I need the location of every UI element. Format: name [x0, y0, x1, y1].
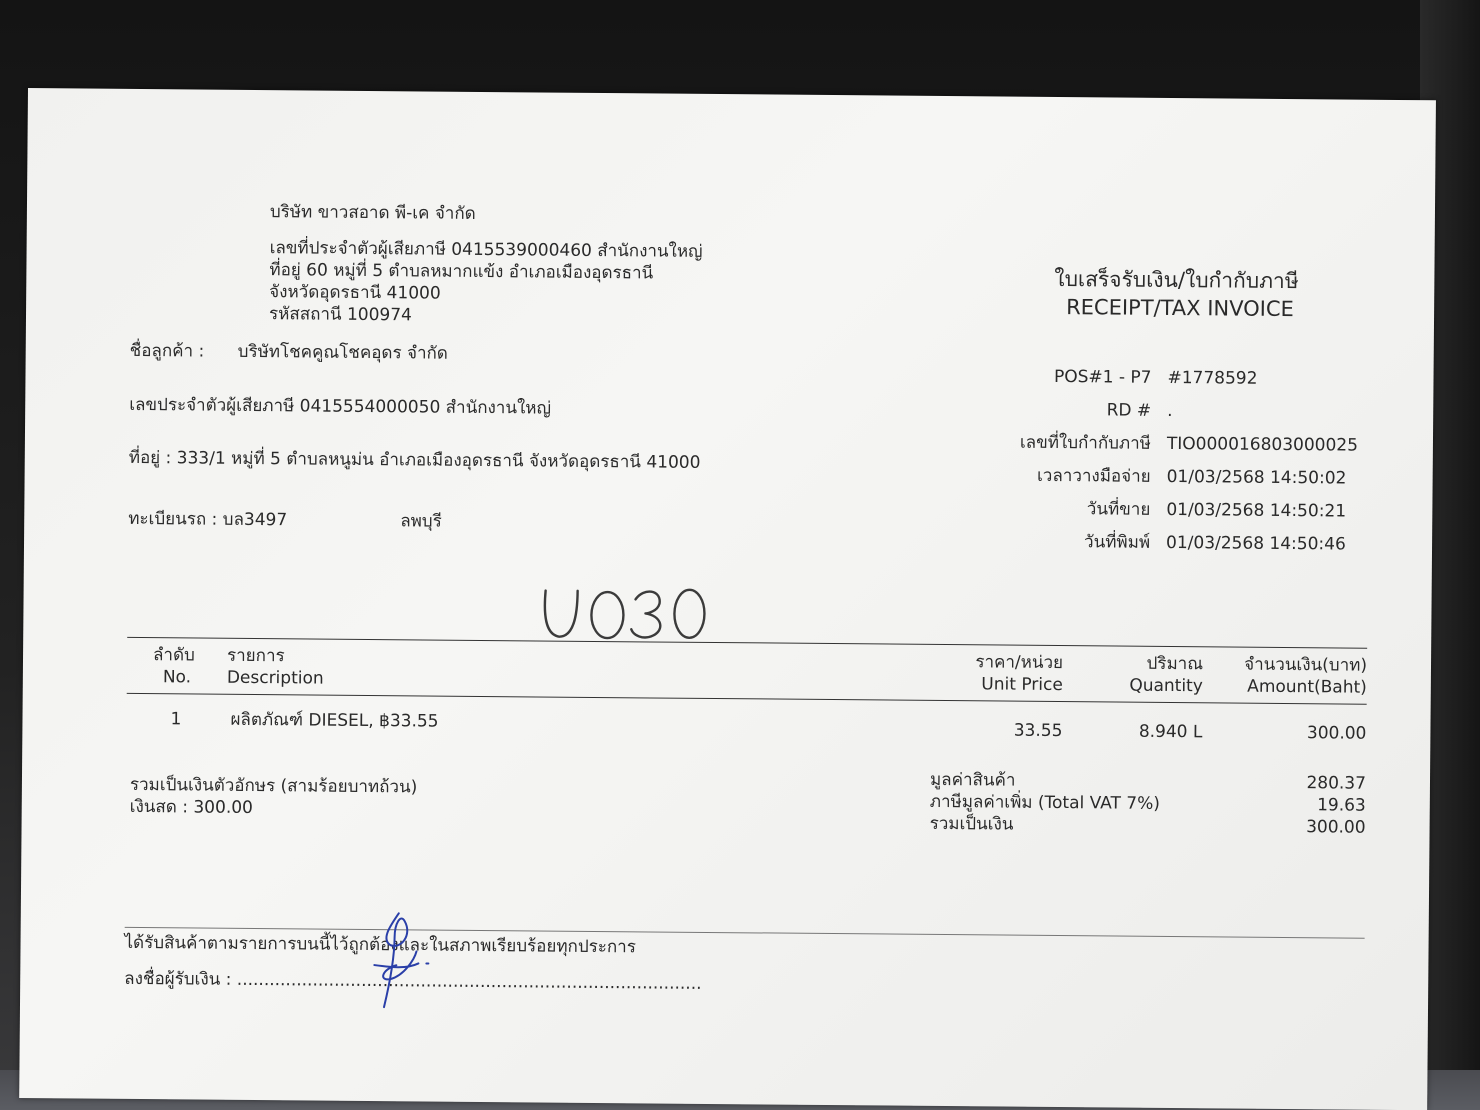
pay-time-label: เวลาวางมือจ่าย: [1036, 465, 1151, 487]
handwritten-note: [533, 576, 714, 648]
customer-name-label: ชื่อลูกค้า :: [129, 340, 205, 362]
row-amount: 300.00: [1306, 723, 1367, 744]
receiver-signature-line: ลงชื่อผู้รับเงิน : ......................................................................................: [124, 968, 702, 994]
customer-address: ที่อยู่ : 333/1 หมู่ที่ 5 ตำบลหนูม่น อำเภอเมืองอุดรธานี จังหวัดอุดรธานี 41000: [128, 447, 701, 473]
rd-value: .: [1167, 400, 1173, 422]
goods-value: 280.37: [1306, 773, 1367, 794]
col-price-thai: ราคา/หน่วย: [975, 652, 1064, 674]
receipt-statement: ได้รับสินค้าตามรายการบนนี้ไว้ถูกต้องและในสภาพเรียบร้อยทุกประการ: [124, 932, 636, 958]
row-quantity: 8.940 L: [1138, 721, 1203, 743]
col-no-english: No.: [162, 667, 192, 688]
station-code: รหัสสถานี 100974: [268, 304, 412, 326]
sale-date-label: วันที่ขาย: [1086, 499, 1151, 520]
col-desc-thai: รายการ: [226, 645, 285, 667]
table-top-rule: [127, 637, 1367, 649]
col-qty-english: Quantity: [1129, 675, 1203, 697]
col-desc-english: Description: [226, 667, 324, 689]
col-no-thai: ลำดับ: [152, 645, 195, 666]
signature: [360, 905, 451, 1016]
grand-total-value: 300.00: [1306, 817, 1366, 838]
company-name: บริษัท ขาวสอาด พี-เค จำกัด: [269, 202, 476, 224]
col-amount-thai: จำนวนเงิน(บาท): [1244, 654, 1368, 676]
col-price-english: Unit Price: [981, 674, 1063, 696]
row-unit-price: 33.55: [1013, 720, 1063, 742]
grand-total-label: รวมเป็นเงิน: [929, 813, 1014, 835]
vehicle-province: ลพบุรี: [400, 511, 442, 532]
vat-value: 19.63: [1317, 795, 1366, 816]
row-description: ผลิตภัณฑ์ DIESEL, ฿33.55: [230, 709, 439, 732]
print-date-value: 01/03/2568 14:50:46: [1165, 532, 1346, 555]
row-no: 1: [170, 709, 182, 730]
sale-date-value: 01/03/2568 14:50:21: [1166, 499, 1347, 522]
col-qty-thai: ปริมาณ: [1146, 653, 1204, 675]
invoice-no-label: เลขที่ใบกำกับภาษี: [1019, 432, 1152, 454]
customer-name: บริษัทโชคคูณโชคอุดร จำกัด: [237, 341, 448, 364]
rd-label: RD #: [1106, 400, 1152, 421]
company-address-line2: จังหวัดอุดรธานี 41000: [269, 282, 441, 304]
company-address-line1: ที่อยู่ 60 หมู่ที่ 5 ตำบลหมากแข้ง อำเภอเมืองอุดรธานี: [269, 260, 654, 284]
invoice-no-value: TIO000016803000025: [1166, 433, 1359, 456]
col-amount-english: Amount(Baht): [1247, 676, 1367, 698]
amount-in-words: รวมเป็นเงินตัวอักษร (สามร้อยบาทถ้วน): [129, 774, 418, 798]
vehicle-plate: ทะเบียนรถ : บล3497: [128, 508, 288, 531]
doc-title-english: RECEIPT/TAX INVOICE: [1066, 295, 1294, 322]
goods-value-label: มูลค่าสินค้า: [929, 769, 1016, 791]
print-date-label: วันที่พิมพ์: [1083, 532, 1151, 553]
doc-title-thai: ใบเสร็จรับเงิน/ใบกำกับภาษี: [1054, 266, 1299, 294]
receipt-paper: [19, 88, 1436, 1110]
vat-label: ภาษีมูลค่าเพิ่ม (Total VAT 7%): [929, 791, 1160, 814]
pos-label: POS#1 - P7: [1053, 366, 1152, 388]
cash-paid: เงินสด : 300.00: [129, 796, 253, 818]
pay-time-value: 01/03/2568 14:50:02: [1166, 466, 1347, 489]
company-taxid: เลขที่ประจำตัวผู้เสียภาษี 0415539000460 สำนักงานใหญ่: [269, 238, 703, 262]
pos-value: #1778592: [1167, 367, 1258, 389]
customer-taxid: เลขประจำตัวผู้เสียภาษี 0415554000050 สำนักงานใหญ่: [129, 394, 552, 419]
